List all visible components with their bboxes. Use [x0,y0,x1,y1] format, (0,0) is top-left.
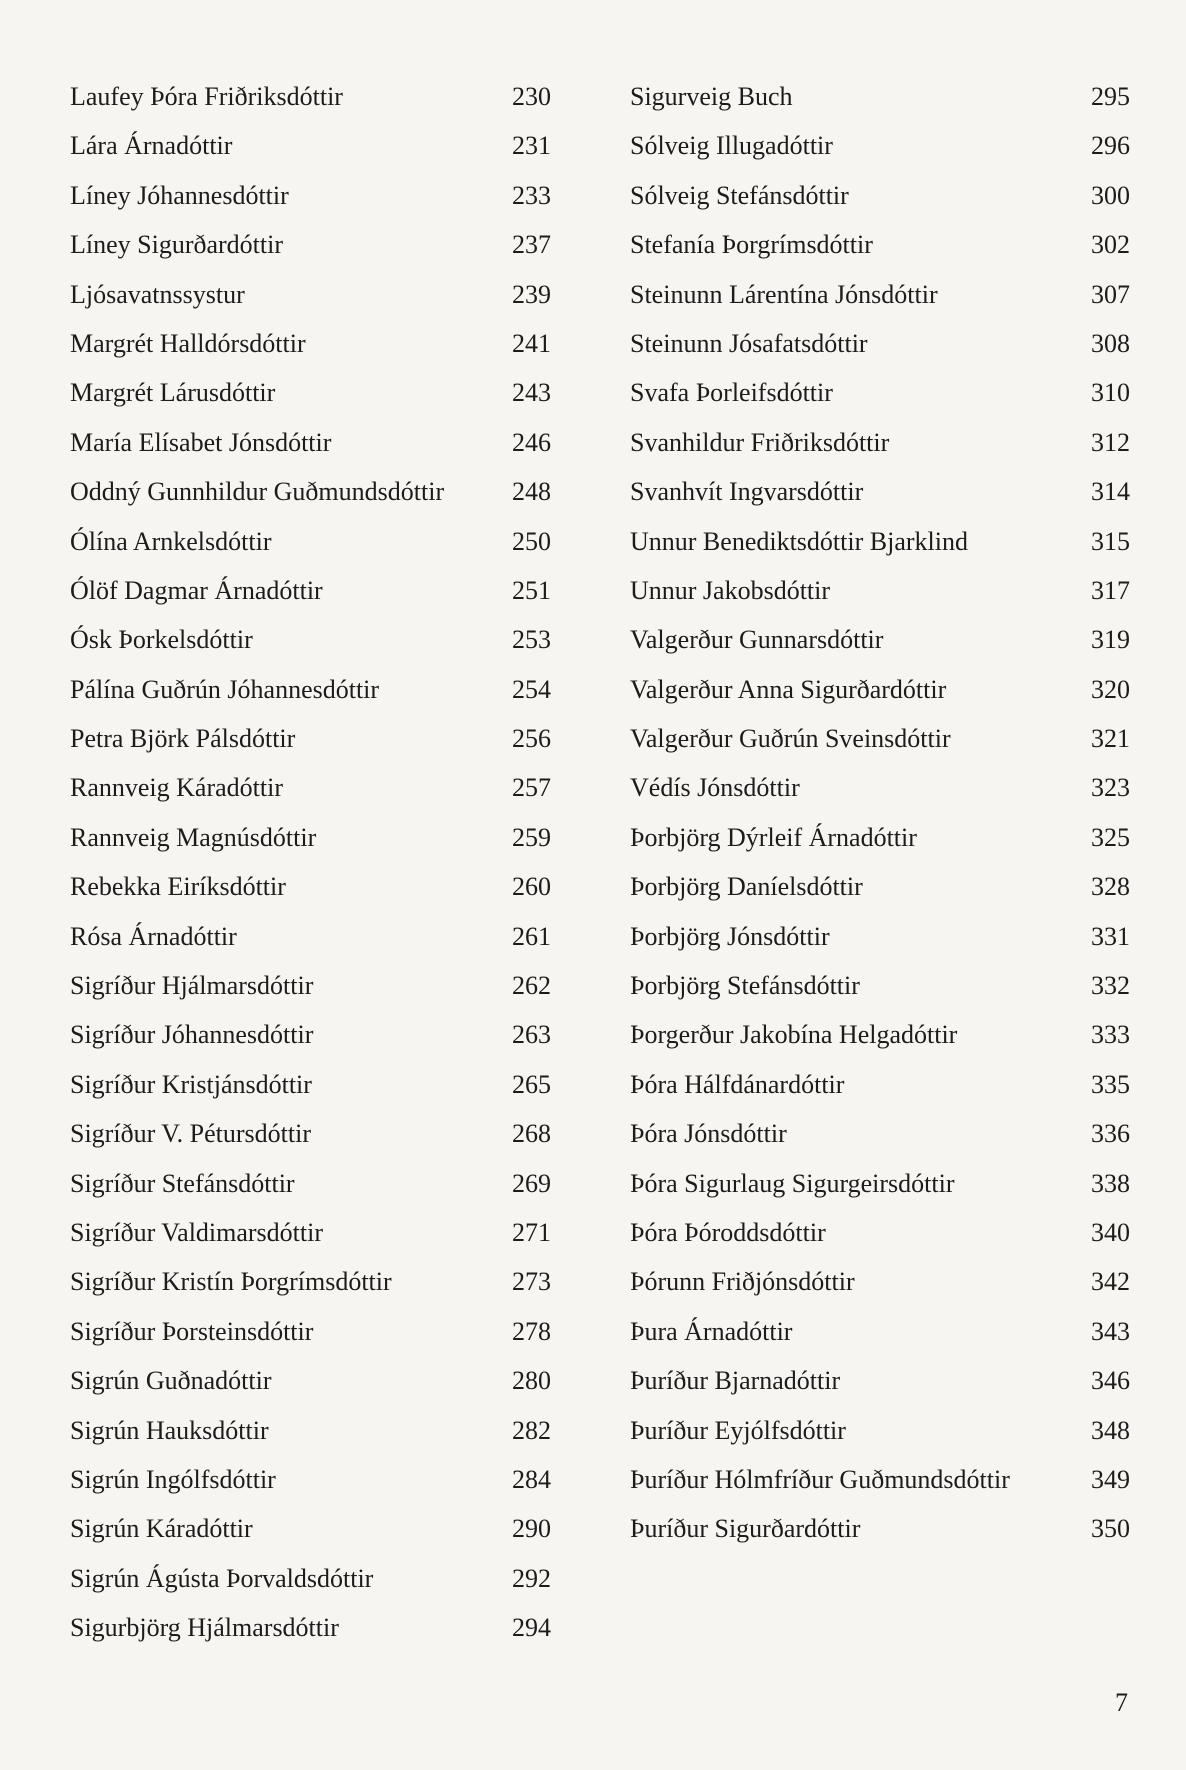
index-entry [630,961,1130,1010]
index-entry [70,1208,565,1257]
entry-page-number: 278 [512,1316,551,1346]
entry-page-number: 302 [1091,230,1130,260]
index-entry [70,1603,565,1652]
entry-name: Þorbjörg Dýrleif Árnadóttir [630,822,917,852]
entry-name: Lára Árnadóttir [70,131,233,161]
entry-name: Oddný Gunnhildur Guðmundsdóttir [70,477,445,507]
index-entry [70,912,565,961]
entry-name: Sigríður V. Pétursdóttir [70,1119,312,1149]
index-entry [70,72,565,121]
index-entry [630,1504,1130,1553]
index-column-right [630,72,1130,1554]
index-entry [70,615,565,664]
entry-page-number: 271 [512,1217,551,1247]
entry-name: Steinunn Lárentína Jónsdóttir [630,279,938,309]
entry-page-number: 343 [1091,1316,1130,1346]
entry-name: Sólveig Illugadóttir [630,131,833,161]
entry-page-number: 317 [1091,575,1130,605]
index-entry [630,615,1130,664]
index-entry [70,368,565,417]
entry-name: Þuríður Sigurðardóttir [630,1514,861,1544]
index-entry [630,1109,1130,1158]
entry-name: Valgerður Gunnarsdóttir [630,625,884,655]
entry-name: Rebekka Eiríksdóttir [70,872,286,902]
index-entry [630,862,1130,911]
index-entry [70,1109,565,1158]
entry-name: Ólína Arnkelsdóttir [70,526,272,556]
entry-name: Rósa Árnadóttir [70,921,237,951]
entry-page-number: 290 [512,1514,551,1544]
entry-page-number: 231 [512,131,551,161]
entry-name: Unnur Benediktsdóttir Bjarklind [630,526,968,556]
entry-page-number: 296 [1091,131,1130,161]
entry-page-number: 246 [512,427,551,457]
index-entry [70,467,565,516]
entry-name: Sigríður Kristjánsdóttir [70,1069,312,1099]
entry-name: Þóra Hálfdánardóttir [630,1069,845,1099]
entry-page-number: 310 [1091,378,1130,408]
entry-name: Þuríður Eyjólfsdóttir [630,1415,846,1445]
entry-name: Pálína Guðrún Jóhannesdóttir [70,674,380,704]
entry-name: Sigríður Jóhannesdóttir [70,1020,314,1050]
entry-page-number: 346 [1091,1366,1130,1396]
entry-name: Rannveig Magnúsdóttir [70,822,317,852]
index-entry [70,1406,565,1455]
entry-page-number: 269 [512,1168,551,1198]
entry-name: Sigríður Þorsteinsdóttir [70,1316,314,1346]
entry-page-number: 336 [1091,1119,1130,1149]
entry-name: Margrét Halldórsdóttir [70,328,306,358]
index-entry [630,1159,1130,1208]
index-column-left [70,72,565,1653]
index-entry [70,1307,565,1356]
index-entry [70,862,565,911]
entry-name: Sigurveig Buch [630,82,793,111]
entry-name: Sigríður Hjálmarsdóttir [70,971,314,1001]
index-entry [630,912,1130,961]
entry-name: Steinunn Jósafatsdóttir [630,328,868,358]
entry-page-number: 265 [512,1069,551,1099]
entry-name: Sigrún Káradóttir [70,1514,253,1544]
index-entry [630,1060,1130,1109]
entry-page-number: 241 [512,328,551,358]
index-entry [630,368,1130,417]
entry-page-number: 331 [1091,921,1130,951]
index-entry [70,813,565,862]
entry-page-number: 261 [512,921,551,951]
entry-name: María Elísabet Jónsdóttir [70,427,332,457]
entry-page-number: 349 [1091,1464,1130,1494]
index-entry [70,121,565,170]
entry-name: Sigríður Valdimarsdóttir [70,1217,324,1247]
index-entry [70,1504,565,1553]
entry-name: Svafa Þorleifsdóttir [630,378,833,408]
entry-page-number: 284 [512,1464,551,1494]
index-entry [630,220,1130,269]
index-entry [630,1406,1130,1455]
entry-page-number: 251 [512,575,551,605]
entry-page-number: 262 [512,971,551,1001]
entry-page-number: 348 [1091,1415,1130,1445]
entry-page-number: 320 [1091,674,1130,704]
entry-page-number: 315 [1091,526,1130,556]
index-entry [70,665,565,714]
entry-page-number: 239 [512,279,551,309]
entry-name: Svanhildur Friðriksdóttir [630,427,890,457]
index-entry [70,1010,565,1059]
entry-name: Ósk Þorkelsdóttir [70,625,253,655]
entry-name: Líney Jóhannesdóttir [70,180,289,210]
index-entry [630,1455,1130,1504]
index-entry [70,714,565,763]
entry-name: Svanhvít Ingvarsdóttir [630,477,864,507]
entry-page-number: 248 [512,477,551,507]
entry-name: Valgerður Guðrún Sveinsdóttir [630,724,951,754]
entry-name: Margrét Lárusdóttir [70,378,276,408]
index-entry [70,1257,565,1306]
entry-name: Þóra Þóroddsdóttir [630,1217,826,1247]
entry-name: Þorbjörg Jónsdóttir [630,921,830,951]
entry-name: Sólveig Stefánsdóttir [630,180,849,210]
entry-page-number: 237 [512,230,551,260]
index-entry [630,763,1130,812]
index-entry [630,270,1130,319]
entry-page-number: 312 [1091,427,1130,457]
index-entry [70,1159,565,1208]
entry-page-number: 340 [1091,1217,1130,1247]
entry-name: Stefanía Þorgrímsdóttir [630,230,873,260]
entry-page-number: 321 [1091,724,1130,754]
entry-page-number: 328 [1091,872,1130,902]
entry-name: Sigrún Guðnadóttir [70,1366,272,1396]
index-entry [630,72,1130,121]
index-entry [630,467,1130,516]
entry-name: Þorgerður Jakobína Helgadóttir [630,1020,958,1050]
entry-page-number: 323 [1091,773,1130,803]
entry-page-number: 233 [512,180,551,210]
page-number: 7 [1115,1688,1128,1717]
entry-page-number: 243 [512,378,551,408]
entry-name: Ólöf Dagmar Árnadóttir [70,575,323,605]
index-entry [70,319,565,368]
entry-name: Þorbjörg Stefánsdóttir [630,971,860,1001]
entry-page-number: 253 [512,625,551,655]
index-entry [630,714,1130,763]
entry-name: Þóra Sigurlaug Sigurgeirsdóttir [630,1168,955,1198]
entry-name: Sigríður Stefánsdóttir [70,1168,295,1198]
entry-page-number: 250 [512,526,551,556]
entry-page-number: 350 [1091,1514,1130,1544]
index-entry [630,665,1130,714]
index-entry [630,1257,1130,1306]
entry-name: Sigrún Hauksdóttir [70,1415,269,1445]
entry-name: Sigríður Kristín Þorgrímsdóttir [70,1267,392,1297]
index-entry [630,1010,1130,1059]
entry-page-number: 263 [512,1020,551,1050]
entry-page-number: 325 [1091,822,1130,852]
index-entry [630,171,1130,220]
entry-page-number: 314 [1091,477,1130,507]
index-entry [630,1356,1130,1405]
index-entry [70,1060,565,1109]
index-entry [70,517,565,566]
entry-page-number: 319 [1091,625,1130,655]
index-entry [70,171,565,220]
entry-page-number: 332 [1091,971,1130,1001]
entry-page-number: 256 [512,724,551,754]
entry-page-number: 307 [1091,279,1130,309]
entry-name: Rannveig Káradóttir [70,773,283,803]
entry-page-number: 254 [512,674,551,704]
entry-page-number: 259 [512,822,551,852]
index-entry [70,763,565,812]
entry-name: Þóra Jónsdóttir [630,1119,787,1149]
entry-name: Védís Jónsdóttir [630,773,800,803]
entry-page-number: 257 [512,773,551,803]
index-entry [70,1356,565,1405]
entry-page-number: 230 [512,82,551,111]
entry-page-number: 292 [512,1563,551,1593]
entry-page-number: 342 [1091,1267,1130,1297]
entry-page-number: 273 [512,1267,551,1297]
entry-page-number: 308 [1091,328,1130,358]
entry-page-number: 260 [512,872,551,902]
entry-name: Ljósavatnssystur [70,279,245,309]
entry-name: Þuríður Bjarnadóttir [630,1366,841,1396]
index-entry [630,813,1130,862]
index-entry [70,961,565,1010]
entry-page-number: 282 [512,1415,551,1445]
entry-name: Laufey Þóra Friðriksdóttir [70,82,343,111]
entry-page-number: 295 [1091,82,1130,111]
entry-name: Líney Sigurðardóttir [70,230,284,260]
entry-name: Sigrún Ágústa Þorvaldsdóttir [70,1563,374,1593]
index-entry [70,220,565,269]
entry-name: Þorbjörg Daníelsdóttir [630,872,863,902]
entry-name: Unnur Jakobsdóttir [630,575,831,605]
entry-name: Valgerður Anna Sigurðardóttir [630,674,947,704]
entry-page-number: 280 [512,1366,551,1396]
index-entry [70,1455,565,1504]
entry-name: Sigrún Ingólfsdóttir [70,1464,276,1494]
index-entry [630,121,1130,170]
entry-page-number: 294 [512,1613,551,1643]
index-entry [70,1554,565,1603]
entry-name: Þura Árnadóttir [630,1316,793,1346]
index-entry [630,517,1130,566]
entry-name: Sigurbjörg Hjálmarsdóttir [70,1613,339,1643]
entry-page-number: 338 [1091,1168,1130,1198]
entry-name: Þórunn Friðjónsdóttir [630,1267,855,1297]
index-entry [70,418,565,467]
index-entry [630,566,1130,615]
entry-page-number: 333 [1091,1020,1130,1050]
entry-page-number: 300 [1091,180,1130,210]
index-entry [630,418,1130,467]
index-entry [70,566,565,615]
entry-name: Þuríður Hólmfríður Guðmundsdóttir [630,1464,1010,1494]
index-entry [70,270,565,319]
entry-page-number: 335 [1091,1069,1130,1099]
entry-page-number: 268 [512,1119,551,1149]
index-entry [630,1307,1130,1356]
entry-name: Petra Björk Pálsdóttir [70,724,296,754]
index-entry [630,1208,1130,1257]
index-entry [630,319,1130,368]
